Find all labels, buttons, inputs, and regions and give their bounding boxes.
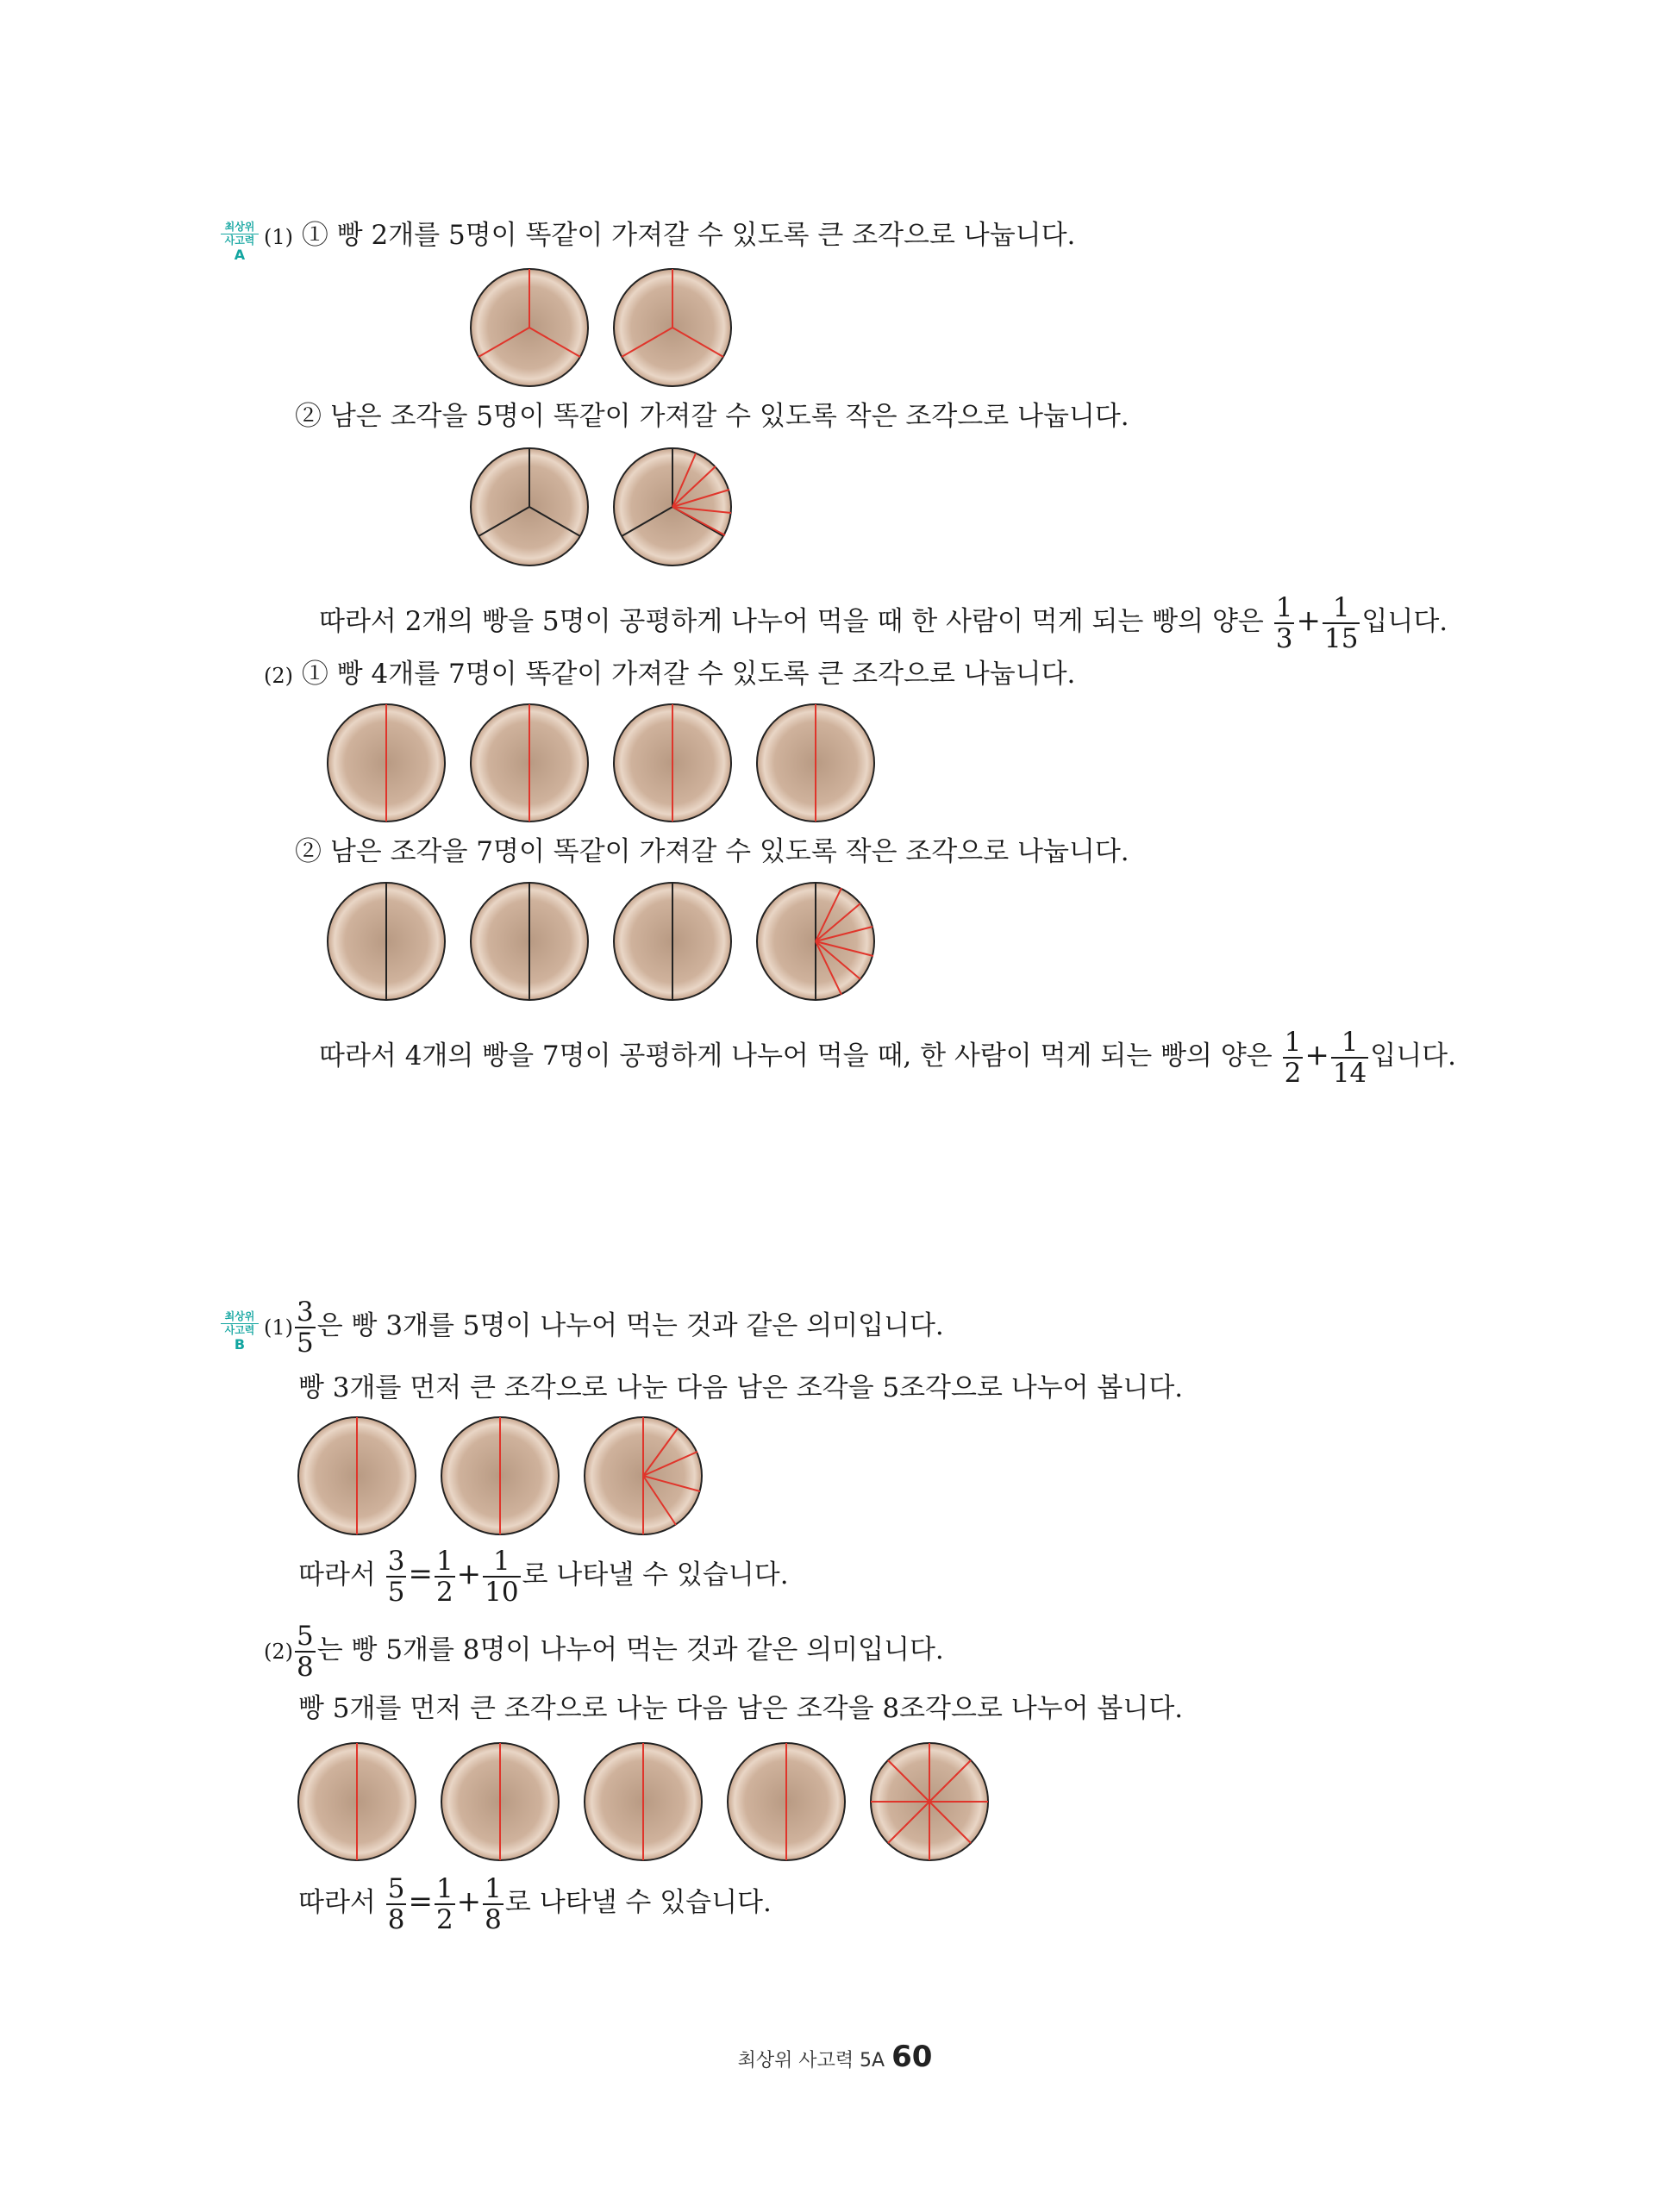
fraction [435,1874,455,1934]
circled-number: ② [295,836,322,867]
b-p1-conclusion [298,1543,789,1607]
problem-number: (1) [264,225,293,249]
b-p1-method [298,1371,1183,1405]
denominator: 2 [435,1576,453,1608]
step-text: 빵 4개를 7명이 똑같이 가져갈 수 있도록 큰 조각으로 나눕니다. [336,659,1076,690]
a-p2-step2 [295,834,1129,869]
a-p1-step1 [264,218,1075,254]
fraction [483,1547,520,1607]
bread-b2-3 [583,1741,704,1862]
denominator: 2 [1284,1057,1302,1089]
denominator: 3 [1275,622,1293,654]
denominator: 14 [1332,1057,1367,1089]
bread-a3-1 [326,703,447,823]
numerator: 1 [483,1547,520,1578]
problem-number: (1) [264,1315,293,1340]
plus-sign: + [1296,603,1321,638]
badge-letter: B [234,1336,246,1353]
bread-a4-2 [469,881,590,1002]
a-p1-step2 [295,399,1129,434]
bread-a1-1 [469,267,590,388]
fraction [295,1622,316,1682]
method-text: 빵 5개를 먼저 큰 조각으로 나눈 다음 남은 조각을 8조각으로 나누어 봅니다. [298,1693,1184,1724]
badge-line1: 최상위 [224,221,255,233]
fraction [1283,1028,1304,1088]
badge-letter: A [234,247,246,263]
conclusion-text: 따라서 4개의 빵을 7명이 공평하게 나누어 먹을 때, 한 사람이 먹게 되는 빵의 양은 [319,1040,1273,1072]
b-p2-method [298,1691,1183,1726]
bread-b2-4 [726,1741,847,1862]
circled-number: ① [301,220,328,251]
fraction [386,1874,407,1934]
circled-number: ② [295,401,322,432]
denominator: 8 [387,1903,405,1935]
bread-a2-2 [612,447,733,567]
denominator: 5 [387,1576,405,1608]
method-text: 빵 3개를 먼저 큰 조각으로 나눈 다음 남은 조각을 5조각으로 나누어 봅니다. [298,1372,1184,1403]
numerator: 5 [387,1872,405,1904]
numerator: 1 [1323,593,1360,624]
statement-text: 는 빵 5개를 8명이 나누어 먹는 것과 같은 의미입니다. [316,1634,944,1665]
fraction [435,1547,455,1607]
fraction [295,1297,316,1358]
numerator: 3 [387,1545,405,1577]
a-p2-conclusion [319,1024,1456,1088]
problem-number: (2) [264,1640,293,1664]
plus-sign: + [1304,1038,1329,1072]
fraction [483,1874,504,1934]
bread-b2-5 [869,1741,990,1862]
equals-sign: = [408,1884,433,1919]
badge-line2: 사고력 [221,1323,259,1337]
bread-b2-2 [440,1741,560,1862]
bread-b1-3 [583,1415,704,1536]
numerator: 1 [435,1545,453,1577]
page-number: 60 [891,2040,933,2074]
fraction [1331,1028,1368,1088]
badge-b [221,1310,259,1353]
numerator: 1 [1284,1026,1302,1058]
denominator: 8 [485,1903,502,1935]
plus-sign: + [456,1884,482,1919]
numerator: 1 [1331,1028,1368,1059]
circled-number: ① [301,659,328,690]
bread-a3-4 [755,703,876,823]
suffix-text: 입니다. [1361,606,1448,637]
b-p2-conclusion [298,1871,772,1934]
b-p2-statement [264,1619,944,1683]
badge-line2: 사고력 [221,234,259,247]
numerator: 3 [297,1296,314,1328]
bread-b2-1 [297,1741,417,1862]
bread-a4-1 [326,881,447,1002]
badge-a [221,221,259,263]
bread-a2-1 [469,447,590,567]
step-text: 남은 조각을 5명이 똑같이 가져갈 수 있도록 작은 조각으로 나눕니다. [329,401,1129,432]
step-text: 빵 2개를 5명이 똑같이 가져갈 수 있도록 큰 조각으로 나눕니다. [336,220,1076,251]
equals-sign: = [408,1557,433,1591]
bread-a3-3 [612,703,733,823]
suffix-text: 입니다. [1370,1040,1456,1072]
suffix-text: 로 나타낼 수 있습니다. [504,1887,772,1918]
suffix-text: 로 나타낼 수 있습니다. [522,1559,789,1590]
denominator: 15 [1323,622,1359,654]
numerator: 1 [1275,591,1293,623]
b-p1-statement [264,1295,944,1359]
fraction [386,1547,407,1607]
bread-a4-3 [612,881,733,1002]
denominator: 8 [297,1651,314,1683]
bread-b1-2 [440,1415,560,1536]
conclusion-prefix: 따라서 [298,1559,376,1590]
book-title: 최상위 사고력 5A [737,2050,885,2071]
a-p1-conclusion [319,590,1448,653]
bread-a1-2 [612,267,733,388]
denominator: 10 [485,1576,519,1608]
conclusion-text: 따라서 2개의 빵을 5명이 공평하게 나누어 먹을 때 한 사람이 먹게 되는 빵의 양은 [319,606,1264,637]
numerator: 5 [297,1620,314,1652]
statement-text: 은 빵 3개를 5명이 나누어 먹는 것과 같은 의미입니다. [316,1310,944,1341]
page-footer [0,2040,1670,2074]
conclusion-prefix: 따라서 [298,1887,376,1918]
numerator: 1 [435,1872,453,1904]
fraction [1274,593,1295,653]
denominator: 5 [297,1327,314,1359]
bread-b1-1 [297,1415,417,1536]
fraction [1323,593,1360,653]
numerator: 1 [485,1872,502,1904]
denominator: 2 [435,1903,453,1935]
problem-number: (2) [264,664,293,688]
badge-line1: 최상위 [224,1310,255,1322]
bread-a4-4 [755,881,876,1002]
step-text: 남은 조각을 7명이 똑같이 가져갈 수 있도록 작은 조각으로 나눕니다. [329,836,1129,867]
a-p2-step1 [264,657,1075,693]
bread-a3-2 [469,703,590,823]
plus-sign: + [456,1557,482,1591]
